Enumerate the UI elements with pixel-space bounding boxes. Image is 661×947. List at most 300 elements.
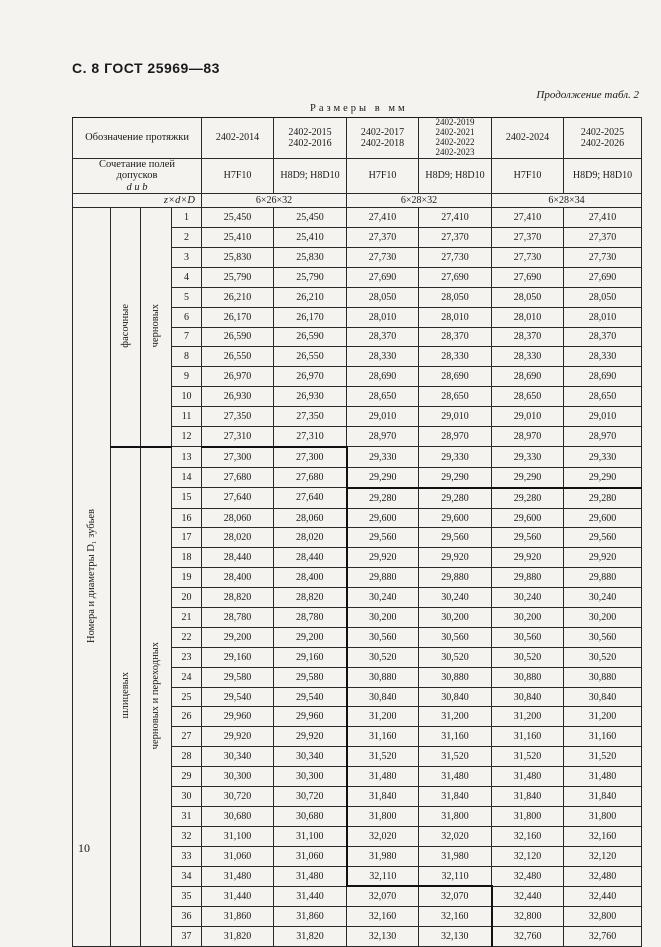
tooth-number: 36: [172, 907, 202, 927]
tooth-diameter: 31,520: [347, 747, 419, 767]
designation-label: Обозначение протяжки: [73, 118, 202, 159]
tooth-number: 11: [172, 407, 202, 427]
tooth-diameter: 29,600: [492, 508, 564, 528]
tolerance-label-line: допусков: [116, 170, 158, 182]
tooth-diameter: 28,690: [347, 367, 419, 387]
tooth-diameter: 32,130: [347, 927, 419, 947]
tooth-diameter: 28,970: [564, 427, 642, 447]
tooth-diameter: 27,730: [492, 247, 564, 267]
tooth-diameter: 27,300: [202, 447, 274, 467]
tooth-number: 4: [172, 267, 202, 287]
tooth-diameter: 25,450: [274, 208, 347, 228]
tooth-diameter: 26,550: [274, 347, 347, 367]
tooth-diameter: 29,960: [202, 707, 274, 727]
tooth-diameter: 29,580: [274, 667, 347, 687]
tooth-diameter: 31,840: [419, 787, 492, 807]
tooth-diameter: 26,930: [274, 387, 347, 407]
tooth-diameter: 28,970: [492, 427, 564, 447]
tooth-diameter: 29,160: [202, 647, 274, 667]
table-row: [73, 208, 642, 228]
rough-transition-label: [141, 447, 172, 947]
broach-designation: [347, 118, 419, 159]
tooth-diameter: 29,880: [347, 568, 419, 588]
tolerance-value: H8D9; H8D10: [419, 158, 492, 194]
tooth-diameter: 31,480: [564, 767, 642, 787]
tooth-diameter: 31,160: [564, 727, 642, 747]
broach-number: 2402-2015: [288, 126, 332, 138]
tolerance-value: H8D9; H8D10: [564, 158, 642, 194]
tooth-diameter: 31,800: [492, 806, 564, 826]
broach-designation: [564, 118, 642, 159]
tooth-diameter: 26,170: [202, 307, 274, 327]
tooth-diameter: 30,680: [202, 806, 274, 826]
tooth-diameter: 30,560: [492, 627, 564, 647]
tooth-number: 18: [172, 548, 202, 568]
tooth-number: 6: [172, 307, 202, 327]
tooth-diameter: 29,200: [202, 627, 274, 647]
tooth-diameter: 31,440: [202, 886, 274, 906]
tooth-diameter: 25,790: [274, 267, 347, 287]
size-group: 6×28×32: [347, 194, 492, 208]
tooth-number: 28: [172, 747, 202, 767]
tooth-diameter: 31,480: [274, 866, 347, 886]
tolerance-row: [73, 158, 642, 194]
tolerance-label-line: Сочетание полей: [98, 158, 176, 170]
tooth-diameter: 29,330: [419, 447, 492, 467]
tooth-diameter: 31,520: [419, 747, 492, 767]
tooth-diameter: 31,860: [202, 907, 274, 927]
tooth-diameter: 31,060: [274, 846, 347, 866]
tooth-diameter: 28,650: [492, 387, 564, 407]
broach-number: 2402-2017: [360, 126, 405, 138]
tooth-diameter: 32,160: [564, 826, 642, 846]
tooth-number: 7: [172, 327, 202, 347]
tooth-diameter: 32,760: [564, 927, 642, 947]
tooth-diameter: 28,370: [347, 327, 419, 347]
tooth-diameter: 28,020: [202, 528, 274, 548]
tooth-diameter: 28,370: [419, 327, 492, 347]
tooth-number: 23: [172, 647, 202, 667]
tooth-diameter: 31,160: [492, 727, 564, 747]
tooth-diameter: 30,680: [274, 806, 347, 826]
tooth-diameter: 27,690: [347, 267, 419, 287]
tooth-diameter: 29,330: [564, 447, 642, 467]
tooth-diameter: 29,920: [492, 548, 564, 568]
tolerance-value: H7F10: [492, 158, 564, 194]
tooth-diameter: 30,240: [492, 588, 564, 608]
tooth-diameter: 30,720: [202, 787, 274, 807]
tooth-diameter: 31,480: [347, 767, 419, 787]
tooth-diameter: 27,730: [347, 247, 419, 267]
tooth-diameter: 30,560: [419, 627, 492, 647]
tooth-diameter: 29,160: [274, 647, 347, 667]
broach-designation: [419, 118, 492, 159]
tooth-number: 15: [172, 488, 202, 508]
tooth-number: 5: [172, 287, 202, 307]
tooth-diameter: 29,330: [492, 447, 564, 467]
tooth-diameter: 30,240: [347, 588, 419, 608]
tooth-diameter: 32,800: [492, 907, 564, 927]
tooth-diameter: 28,060: [274, 508, 347, 528]
tooth-diameter: 28,970: [347, 427, 419, 447]
tooth-diameter: 31,980: [347, 846, 419, 866]
tooth-diameter: 27,640: [202, 488, 274, 508]
chamfer-label: [111, 208, 141, 447]
tooth-diameter: 27,410: [492, 208, 564, 228]
tooth-diameter: 31,200: [492, 707, 564, 727]
tooth-diameter: 31,800: [564, 806, 642, 826]
tooth-diameter: 30,520: [564, 647, 642, 667]
tooth-diameter: 27,690: [419, 267, 492, 287]
tooth-number: 16: [172, 508, 202, 528]
broach-number: 2402-2026: [580, 137, 625, 149]
rough-label-text: черновых: [150, 303, 162, 348]
tooth-diameter: 28,010: [347, 307, 419, 327]
spline-label: [111, 447, 141, 947]
tolerance-value: H7F10: [347, 158, 419, 194]
tooth-diameter: 29,010: [419, 407, 492, 427]
tooth-diameter: 31,520: [492, 747, 564, 767]
tooth-diameter: 30,840: [419, 687, 492, 707]
tooth-number: 32: [172, 826, 202, 846]
side-label-text: Номера и диаметры D₁ зубьев: [85, 508, 97, 643]
tooth-diameter: 31,980: [419, 846, 492, 866]
tooth-diameter: 29,960: [274, 707, 347, 727]
tooth-diameter: 31,800: [347, 806, 419, 826]
tooth-diameter: 27,370: [564, 228, 642, 248]
tooth-number: 12: [172, 427, 202, 447]
tooth-diameter: 29,290: [419, 467, 492, 487]
chamfer-label-text: фасочные: [119, 303, 131, 348]
tooth-diameter: 31,480: [492, 767, 564, 787]
tooth-number: 19: [172, 568, 202, 588]
tooth-diameter: 27,310: [202, 427, 274, 447]
tooth-diameter: 29,880: [419, 568, 492, 588]
tooth-diameter: 28,010: [419, 307, 492, 327]
tooth-diameter: 32,480: [564, 866, 642, 886]
tooth-diameter: 27,410: [564, 208, 642, 228]
tooth-number: 17: [172, 528, 202, 548]
tooth-diameter: 28,330: [492, 347, 564, 367]
tooth-diameter: 28,060: [202, 508, 274, 528]
tooth-diameter: 27,370: [492, 228, 564, 248]
tooth-diameter: 28,050: [347, 287, 419, 307]
tooth-diameter: 29,540: [274, 687, 347, 707]
zdD-label: z×d×D: [73, 194, 202, 208]
tooth-diameter: 32,160: [347, 907, 419, 927]
tooth-diameter: 29,600: [419, 508, 492, 528]
tooth-diameter: 29,920: [419, 548, 492, 568]
size-group: 6×28×34: [492, 194, 642, 208]
rough-transition-label-text: черновых и переходных: [150, 641, 162, 750]
tooth-diameter: 31,060: [202, 846, 274, 866]
tooth-diameter: 28,820: [274, 588, 347, 608]
tooth-diameter: 28,650: [347, 387, 419, 407]
broach-number: 2402-2024: [505, 132, 550, 144]
tooth-diameter: 32,020: [419, 826, 492, 846]
page-number: 10: [78, 841, 90, 855]
tooth-diameter: 31,200: [419, 707, 492, 727]
tooth-diameter: 29,200: [274, 627, 347, 647]
tooth-diameter: 29,010: [564, 407, 642, 427]
tooth-diameter: 30,200: [492, 608, 564, 628]
tooth-number: 10: [172, 387, 202, 407]
tooth-diameter: 30,200: [564, 608, 642, 628]
tooth-diameter: 28,330: [564, 347, 642, 367]
tooth-diameter: 31,840: [564, 787, 642, 807]
broach-designation: [492, 118, 564, 159]
tooth-diameter: 30,520: [492, 647, 564, 667]
tooth-diameter: 29,600: [347, 508, 419, 528]
tooth-diameter: 28,020: [274, 528, 347, 548]
tooth-diameter: 30,200: [419, 608, 492, 628]
tooth-diameter: 29,560: [492, 528, 564, 548]
tooth-number: 9: [172, 367, 202, 387]
tooth-diameter: 31,100: [274, 826, 347, 846]
tooth-diameter: 29,560: [347, 528, 419, 548]
tooth-diameter: 29,560: [419, 528, 492, 548]
tooth-number: 13: [172, 447, 202, 467]
tooth-diameter: 28,650: [564, 387, 642, 407]
tooth-diameter: 29,880: [492, 568, 564, 588]
tooth-number: 3: [172, 247, 202, 267]
tooth-diameter: 26,170: [274, 307, 347, 327]
tooth-diameter: 30,880: [347, 667, 419, 687]
tooth-diameter: 28,010: [492, 307, 564, 327]
tooth-diameter: 30,840: [492, 687, 564, 707]
table-row: [73, 447, 642, 467]
tooth-diameter: 30,560: [564, 627, 642, 647]
tooth-diameter: 30,880: [564, 667, 642, 687]
tooth-diameter: 30,200: [347, 608, 419, 628]
tooth-diameter: 31,520: [564, 747, 642, 767]
tooth-diameter: 29,010: [347, 407, 419, 427]
tooth-diameter: 29,920: [347, 548, 419, 568]
tooth-diameter: 28,050: [564, 287, 642, 307]
broach-number: 2402-2022: [435, 136, 475, 147]
tooth-diameter: 32,070: [347, 886, 419, 906]
side-label: [73, 208, 111, 947]
tooth-diameter: 30,240: [419, 588, 492, 608]
tooth-diameter: 27,690: [564, 267, 642, 287]
size-row: [73, 194, 642, 208]
tooth-diameter: 25,410: [274, 228, 347, 248]
tooth-diameter: 27,410: [347, 208, 419, 228]
tooth-diameter: 31,480: [202, 866, 274, 886]
sizes-caption: Размеры в мм: [310, 103, 408, 114]
broach-number: 2402-2018: [360, 137, 405, 149]
broach-designation: [202, 118, 274, 159]
tooth-diameter: 32,800: [564, 907, 642, 927]
broach-number: 2402-2025: [580, 126, 625, 138]
tolerance-value: H8D9; H8D10: [274, 158, 347, 194]
tooth-diameter: 30,340: [274, 747, 347, 767]
tooth-diameter: 28,780: [202, 608, 274, 628]
tooth-diameter: 29,600: [564, 508, 642, 528]
tooth-diameter: 28,690: [419, 367, 492, 387]
broach-designation: [274, 118, 347, 159]
tooth-diameter: 29,290: [347, 467, 419, 487]
tolerance-value: H7F10: [202, 158, 274, 194]
tooth-diameter: 28,400: [202, 568, 274, 588]
tooth-diameter: 30,240: [564, 588, 642, 608]
tooth-number: 34: [172, 866, 202, 886]
tooth-diameter: 26,970: [202, 367, 274, 387]
tooth-diameter: 28,690: [492, 367, 564, 387]
tooth-diameter: 31,160: [419, 727, 492, 747]
tooth-diameter: 27,730: [564, 247, 642, 267]
tooth-number: 8: [172, 347, 202, 367]
tooth-number: 20: [172, 588, 202, 608]
tooth-diameter: 31,480: [419, 767, 492, 787]
tooth-diameter: 28,010: [564, 307, 642, 327]
tooth-diameter: 30,840: [347, 687, 419, 707]
tooth-diameter: 25,830: [202, 247, 274, 267]
tooth-diameter: 27,350: [202, 407, 274, 427]
tooth-diameter: 31,820: [202, 927, 274, 947]
tooth-diameter: 28,400: [274, 568, 347, 588]
tooth-number: 22: [172, 627, 202, 647]
tooth-diameter: 27,690: [492, 267, 564, 287]
spline-label-text: шлицевых: [119, 672, 131, 719]
tooth-diameter: 28,330: [347, 347, 419, 367]
tooth-diameter: 29,920: [564, 548, 642, 568]
size-group: 6×26×32: [202, 194, 347, 208]
tooth-diameter: 31,840: [492, 787, 564, 807]
tooth-diameter: 31,800: [419, 806, 492, 826]
tooth-diameter: 26,550: [202, 347, 274, 367]
tooth-diameter: 28,970: [419, 427, 492, 447]
tooth-diameter: 31,840: [347, 787, 419, 807]
designation-row: [73, 118, 642, 159]
tooth-diameter: 29,880: [564, 568, 642, 588]
rough-label: [141, 208, 172, 447]
tooth-diameter: 28,370: [492, 327, 564, 347]
tooth-diameter: 29,580: [202, 667, 274, 687]
tooth-diameter: 29,540: [202, 687, 274, 707]
tooth-number: 33: [172, 846, 202, 866]
tooth-diameter: 32,160: [492, 826, 564, 846]
tooth-diameter: 25,450: [202, 208, 274, 228]
tooth-diameter: 28,440: [202, 548, 274, 568]
tooth-diameter: 29,280: [492, 488, 564, 508]
tooth-diameter: 27,310: [274, 427, 347, 447]
broach-number: 2402-2019: [435, 117, 475, 127]
tooth-diameter: 26,970: [274, 367, 347, 387]
tooth-diameter: 29,280: [564, 488, 642, 508]
tooth-diameter: 30,340: [202, 747, 274, 767]
tolerance-label: [73, 158, 202, 194]
tooth-diameter: 30,560: [347, 627, 419, 647]
tooth-diameter: 30,520: [347, 647, 419, 667]
tooth-number: 29: [172, 767, 202, 787]
tooth-diameter: 30,880: [419, 667, 492, 687]
tooth-diameter: 30,720: [274, 787, 347, 807]
broach-number: 2402-2023: [435, 146, 475, 157]
tooth-diameter: 29,290: [564, 467, 642, 487]
tooth-diameter: 32,020: [347, 826, 419, 846]
tooth-diameter: 28,650: [419, 387, 492, 407]
tooth-diameter: 29,920: [202, 727, 274, 747]
tooth-diameter: 27,350: [274, 407, 347, 427]
tooth-number: 30: [172, 787, 202, 807]
tooth-diameter: 30,300: [202, 767, 274, 787]
tooth-diameter: 32,440: [564, 886, 642, 906]
broach-diameter-table: [72, 117, 642, 947]
tooth-diameter: 27,640: [274, 488, 347, 508]
tooth-diameter: 29,560: [564, 528, 642, 548]
tolerance-label-line: d и b: [126, 181, 148, 193]
tooth-diameter: 30,300: [274, 767, 347, 787]
tooth-diameter: 32,440: [492, 886, 564, 906]
tooth-number: 2: [172, 228, 202, 248]
tooth-diameter: 32,160: [419, 907, 492, 927]
tooth-diameter: 32,760: [492, 927, 564, 947]
tooth-diameter: 32,480: [492, 866, 564, 886]
tooth-diameter: 27,680: [202, 467, 274, 487]
broach-number: 2402-2014: [215, 132, 260, 144]
tooth-diameter: 25,830: [274, 247, 347, 267]
tooth-number: 1: [172, 208, 202, 228]
tooth-diameter: 30,840: [564, 687, 642, 707]
tooth-diameter: 27,300: [274, 447, 347, 467]
tooth-diameter: 31,440: [274, 886, 347, 906]
tooth-number: 14: [172, 467, 202, 487]
tooth-diameter: 29,290: [492, 467, 564, 487]
tooth-diameter: 29,280: [419, 488, 492, 508]
tooth-diameter: 32,120: [492, 846, 564, 866]
tooth-diameter: 28,050: [419, 287, 492, 307]
broach-number: 2402-2016: [288, 137, 332, 149]
tooth-diameter: 32,130: [419, 927, 492, 947]
tooth-diameter: 28,780: [274, 608, 347, 628]
tooth-diameter: 27,730: [419, 247, 492, 267]
tooth-diameter: 29,280: [347, 488, 419, 508]
tooth-diameter: 31,860: [274, 907, 347, 927]
tooth-number: 27: [172, 727, 202, 747]
tooth-diameter: 28,330: [419, 347, 492, 367]
tooth-number: 31: [172, 806, 202, 826]
tooth-diameter: 32,110: [347, 866, 419, 886]
tooth-number: 24: [172, 667, 202, 687]
tooth-diameter: 32,070: [419, 886, 492, 906]
tooth-diameter: 29,330: [347, 447, 419, 467]
tooth-diameter: 28,690: [564, 367, 642, 387]
tooth-diameter: 27,680: [274, 467, 347, 487]
tooth-diameter: 25,410: [202, 228, 274, 248]
tooth-diameter: 30,880: [492, 667, 564, 687]
page-header: С. 8 ГОСТ 25969—83: [72, 60, 220, 76]
tooth-diameter: 29,920: [274, 727, 347, 747]
tooth-diameter: 31,100: [202, 826, 274, 846]
tooth-number: 26: [172, 707, 202, 727]
continuation-label: Продолжение табл. 2: [536, 89, 639, 101]
tooth-diameter: 28,370: [564, 327, 642, 347]
tooth-number: 25: [172, 687, 202, 707]
tooth-diameter: 31,160: [347, 727, 419, 747]
tooth-number: 21: [172, 608, 202, 628]
tooth-diameter: 26,210: [202, 287, 274, 307]
tooth-diameter: 27,370: [419, 228, 492, 248]
tooth-diameter: 31,820: [274, 927, 347, 947]
tooth-diameter: 27,410: [419, 208, 492, 228]
tooth-number: 35: [172, 886, 202, 906]
tooth-diameter: 31,200: [347, 707, 419, 727]
tooth-diameter: 27,370: [347, 228, 419, 248]
tooth-number: 37: [172, 927, 202, 947]
broach-number: 2402-2021: [435, 126, 475, 137]
tooth-diameter: 28,820: [202, 588, 274, 608]
